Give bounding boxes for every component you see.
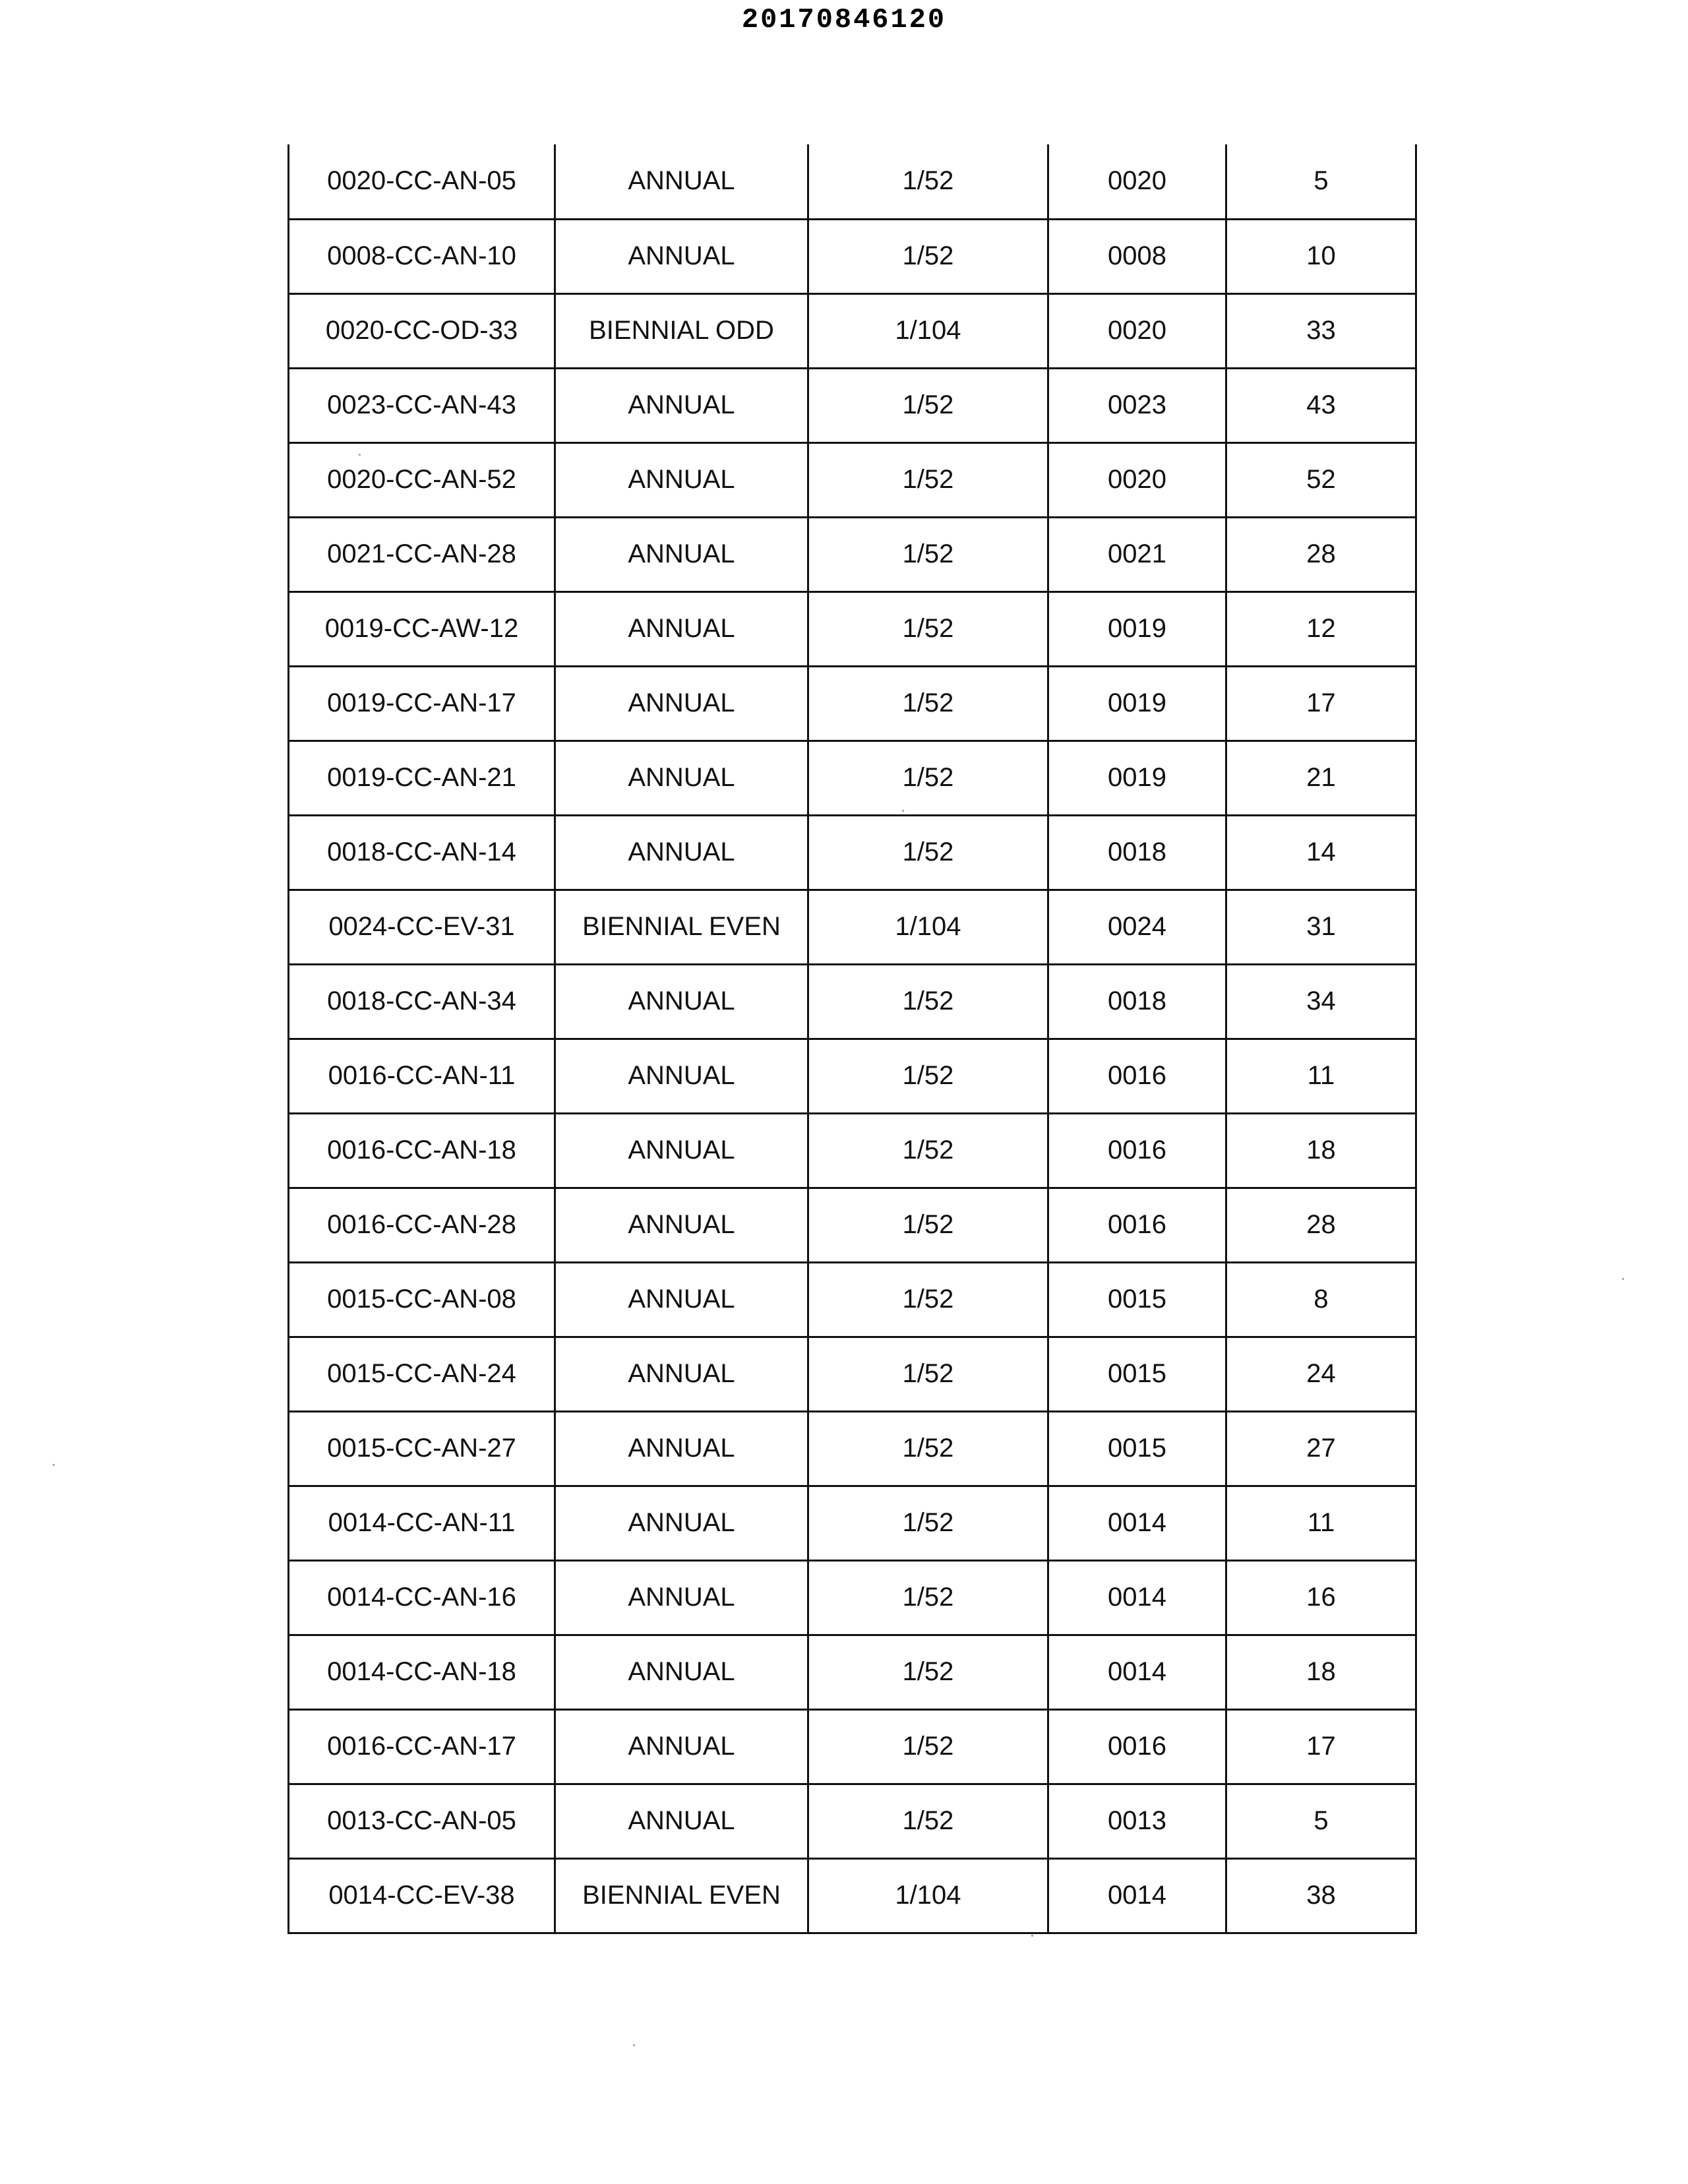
ratio-cell: 1/52 [808, 592, 1048, 666]
number-cell: 34 [1226, 964, 1416, 1039]
ratio-cell: 1/52 [808, 1188, 1048, 1262]
prefix-cell: 0016 [1048, 1113, 1226, 1188]
ratio-cell: 1/52 [808, 666, 1048, 741]
code-cell: 0024-CC-EV-31 [289, 890, 555, 964]
ratio-cell: 1/52 [808, 741, 1048, 815]
ratio-cell: 1/104 [808, 890, 1048, 964]
code-cell: 0019-CC-AN-21 [289, 741, 555, 815]
ratio-cell: 1/52 [808, 1486, 1048, 1560]
scan-speck [1622, 1278, 1624, 1280]
ratio-cell: 1/52 [808, 368, 1048, 442]
table-row [289, 293, 1416, 368]
ratio-cell: 1/52 [808, 1784, 1048, 1858]
scan-speck [902, 810, 904, 812]
prefix-cell: 0019 [1048, 741, 1226, 815]
table-body [289, 144, 1416, 1933]
frequency-cell: ANNUAL [555, 1262, 808, 1337]
ratio-cell: 1/52 [808, 1262, 1048, 1337]
code-cell: 0020-CC-AN-52 [289, 442, 555, 517]
prefix-cell: 0015 [1048, 1337, 1226, 1411]
number-cell: 5 [1226, 1784, 1416, 1858]
code-cell: 0023-CC-AN-43 [289, 368, 555, 442]
table-row [289, 815, 1416, 890]
prefix-cell: 0016 [1048, 1188, 1226, 1262]
table-row [289, 1188, 1416, 1262]
table-row [289, 1784, 1416, 1858]
table-row [289, 517, 1416, 592]
table-row [289, 1262, 1416, 1337]
ratio-cell: 1/52 [808, 442, 1048, 517]
prefix-cell: 0015 [1048, 1262, 1226, 1337]
code-cell: 0018-CC-AN-34 [289, 964, 555, 1039]
frequency-cell: ANNUAL [555, 1486, 808, 1560]
prefix-cell: 0013 [1048, 1784, 1226, 1858]
number-cell: 28 [1226, 1188, 1416, 1262]
code-cell: 0015-CC-AN-08 [289, 1262, 555, 1337]
code-cell: 0019-CC-AN-17 [289, 666, 555, 741]
frequency-cell: ANNUAL [555, 1784, 808, 1858]
frequency-cell: ANNUAL [555, 517, 808, 592]
table-row [289, 1635, 1416, 1709]
number-cell: 11 [1226, 1039, 1416, 1113]
prefix-cell: 0019 [1048, 592, 1226, 666]
table-row [289, 592, 1416, 666]
table-row [289, 368, 1416, 442]
frequency-cell: ANNUAL [555, 1113, 808, 1188]
prefix-cell: 0020 [1048, 293, 1226, 368]
table-row [289, 1709, 1416, 1784]
table-row [289, 1486, 1416, 1560]
number-cell: 5 [1226, 144, 1416, 219]
frequency-cell: BIENNIAL EVEN [555, 890, 808, 964]
code-cell: 0019-CC-AW-12 [289, 592, 555, 666]
scan-speck [1031, 1935, 1033, 1937]
ratio-cell: 1/52 [808, 815, 1048, 890]
number-cell: 10 [1226, 219, 1416, 293]
table-row [289, 144, 1416, 219]
number-cell: 14 [1226, 815, 1416, 890]
prefix-cell: 0018 [1048, 815, 1226, 890]
table-row [289, 1337, 1416, 1411]
frequency-cell: ANNUAL [555, 741, 808, 815]
ratio-cell: 1/104 [808, 293, 1048, 368]
table-row [289, 964, 1416, 1039]
ratio-cell: 1/52 [808, 144, 1048, 219]
prefix-cell: 0014 [1048, 1560, 1226, 1635]
frequency-cell: ANNUAL [555, 1039, 808, 1113]
number-cell: 28 [1226, 517, 1416, 592]
number-cell: 27 [1226, 1411, 1416, 1486]
frequency-cell: BIENNIAL ODD [555, 293, 808, 368]
number-cell: 17 [1226, 1709, 1416, 1784]
prefix-cell: 0021 [1048, 517, 1226, 592]
prefix-cell: 0016 [1048, 1709, 1226, 1784]
code-cell: 0015-CC-AN-24 [289, 1337, 555, 1411]
frequency-cell: ANNUAL [555, 442, 808, 517]
number-cell: 16 [1226, 1560, 1416, 1635]
frequency-cell: ANNUAL [555, 219, 808, 293]
code-cell: 0020-CC-AN-05 [289, 144, 555, 219]
number-cell: 11 [1226, 1486, 1416, 1560]
prefix-cell: 0014 [1048, 1858, 1226, 1933]
code-cell: 0014-CC-AN-11 [289, 1486, 555, 1560]
number-cell: 12 [1226, 592, 1416, 666]
number-cell: 8 [1226, 1262, 1416, 1337]
table-row [289, 219, 1416, 293]
prefix-cell: 0020 [1048, 144, 1226, 219]
number-cell: 21 [1226, 741, 1416, 815]
code-cell: 0016-CC-AN-17 [289, 1709, 555, 1784]
table-row [289, 666, 1416, 741]
code-cell: 0016-CC-AN-18 [289, 1113, 555, 1188]
table-container [287, 144, 1415, 1934]
prefix-cell: 0008 [1048, 219, 1226, 293]
number-cell: 33 [1226, 293, 1416, 368]
frequency-cell: ANNUAL [555, 592, 808, 666]
code-cell: 0020-CC-OD-33 [289, 293, 555, 368]
prefix-cell: 0020 [1048, 442, 1226, 517]
number-cell: 18 [1226, 1635, 1416, 1709]
ratio-cell: 1/52 [808, 1635, 1048, 1709]
number-cell: 43 [1226, 368, 1416, 442]
prefix-cell: 0019 [1048, 666, 1226, 741]
ratio-cell: 1/52 [808, 1113, 1048, 1188]
code-cell: 0008-CC-AN-10 [289, 219, 555, 293]
ratio-cell: 1/52 [808, 517, 1048, 592]
frequency-cell: BIENNIAL EVEN [555, 1858, 808, 1933]
prefix-cell: 0014 [1048, 1635, 1226, 1709]
data-table [287, 144, 1417, 1934]
code-cell: 0018-CC-AN-14 [289, 815, 555, 890]
ratio-cell: 1/52 [808, 964, 1048, 1039]
ratio-cell: 1/52 [808, 1560, 1048, 1635]
number-cell: 52 [1226, 442, 1416, 517]
frequency-cell: ANNUAL [555, 1337, 808, 1411]
scan-speck [359, 454, 361, 456]
frequency-cell: ANNUAL [555, 666, 808, 741]
ratio-cell: 1/52 [808, 219, 1048, 293]
scan-speck [633, 2044, 635, 2046]
table-row [289, 1039, 1416, 1113]
ratio-cell: 1/52 [808, 1709, 1048, 1784]
table-row [289, 1411, 1416, 1486]
prefix-cell: 0015 [1048, 1411, 1226, 1486]
code-cell: 0021-CC-AN-28 [289, 517, 555, 592]
frequency-cell: ANNUAL [555, 1709, 808, 1784]
number-cell: 24 [1226, 1337, 1416, 1411]
code-cell: 0016-CC-AN-28 [289, 1188, 555, 1262]
frequency-cell: ANNUAL [555, 1560, 808, 1635]
frequency-cell: ANNUAL [555, 1635, 808, 1709]
frequency-cell: ANNUAL [555, 144, 808, 219]
prefix-cell: 0024 [1048, 890, 1226, 964]
frequency-cell: ANNUAL [555, 1411, 808, 1486]
table-row [289, 1113, 1416, 1188]
number-cell: 17 [1226, 666, 1416, 741]
prefix-cell: 0023 [1048, 368, 1226, 442]
code-cell: 0014-CC-EV-38 [289, 1858, 555, 1933]
number-cell: 31 [1226, 890, 1416, 964]
frequency-cell: ANNUAL [555, 964, 808, 1039]
number-cell: 38 [1226, 1858, 1416, 1933]
document-number: 20170846120 [741, 4, 947, 36]
scan-speck [53, 1464, 55, 1466]
frequency-cell: ANNUAL [555, 815, 808, 890]
table-row [289, 442, 1416, 517]
table-row [289, 1858, 1416, 1933]
prefix-cell: 0014 [1048, 1486, 1226, 1560]
ratio-cell: 1/52 [808, 1411, 1048, 1486]
code-cell: 0014-CC-AN-16 [289, 1560, 555, 1635]
code-cell: 0014-CC-AN-18 [289, 1635, 555, 1709]
frequency-cell: ANNUAL [555, 368, 808, 442]
prefix-cell: 0018 [1048, 964, 1226, 1039]
table-row [289, 741, 1416, 815]
code-cell: 0016-CC-AN-11 [289, 1039, 555, 1113]
table-row [289, 890, 1416, 964]
table-row [289, 1560, 1416, 1635]
number-cell: 18 [1226, 1113, 1416, 1188]
ratio-cell: 1/52 [808, 1039, 1048, 1113]
ratio-cell: 1/104 [808, 1858, 1048, 1933]
code-cell: 0015-CC-AN-27 [289, 1411, 555, 1486]
frequency-cell: ANNUAL [555, 1188, 808, 1262]
ratio-cell: 1/52 [808, 1337, 1048, 1411]
prefix-cell: 0016 [1048, 1039, 1226, 1113]
code-cell: 0013-CC-AN-05 [289, 1784, 555, 1858]
